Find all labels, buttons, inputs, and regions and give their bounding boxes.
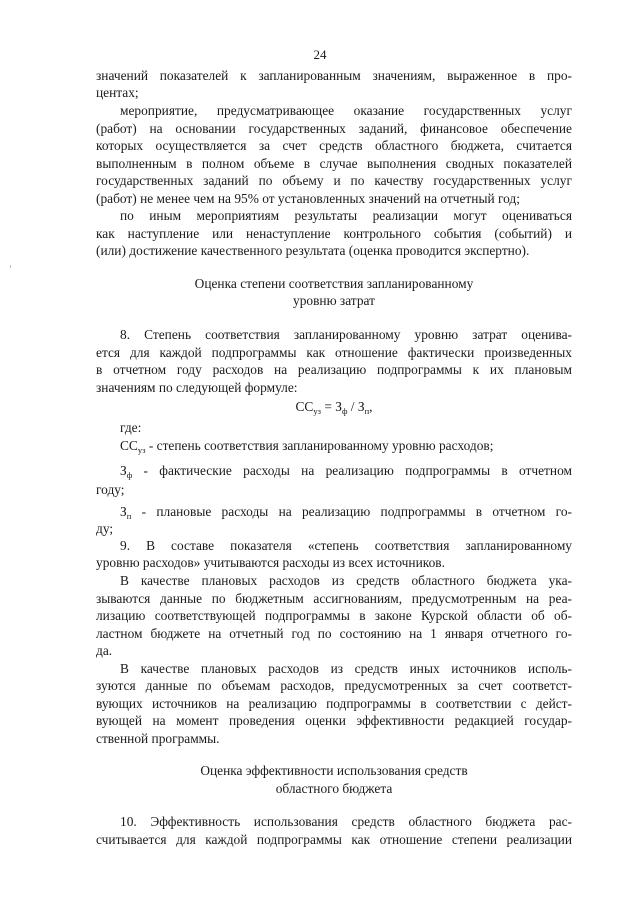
definition-z-actual-symbol: З — [120, 463, 127, 478]
formula-cc-sub: уз — [313, 406, 321, 416]
para9c-line-3: вующих источников на реализацию подпрограммы в соответствии с дейст- — [96, 696, 572, 711]
para9c-line-5: ственной программы. — [96, 731, 220, 746]
definition-z-planned-text: - плановые расходы на реализацию подпрограммы в отчетном го- — [131, 504, 572, 519]
formula-z-planned-sub: п — [364, 406, 370, 416]
page-number: 24 — [313, 47, 327, 62]
definition-z-actual-text: - фактические расходы на реализацию подпрограммы в отчетном — [132, 463, 572, 478]
definition-z-planned-line-2: ду; — [96, 521, 114, 536]
definition-cc — [96, 437, 596, 455]
definition-z-actual-line-2: году; — [96, 482, 125, 497]
formula-equals: = — [320, 399, 336, 414]
para8-line-3: в отчетном году расходов на реализацию подпрограммы к их плановым — [96, 362, 572, 377]
para9c-line-4: вующей на момент проведения оценки эффективности редакцией государ- — [96, 713, 572, 728]
para9b-line-1: В качестве плановых расходов из средств областного бюджета ука- — [120, 573, 572, 588]
definition-cc-text: - степень соответствия запланированному уровню расходов; — [145, 438, 494, 453]
para2-line-5: государственных заданий по объему и по качеству государственных услуг — [96, 173, 572, 188]
formula-cc: СС — [295, 399, 314, 414]
definition-z-actual-sub: ф — [126, 470, 133, 480]
para3-line-3: (или) достижение качественного результата (оценка проводится экспертно). — [96, 243, 530, 258]
para2-line-3: которых осуществляется за счет средств областного бюджета, считается — [96, 138, 572, 153]
para2-line-2: (работ) на основании государственных заданий, финансовое обеспечение — [96, 121, 572, 136]
para1-line-2: центах; — [96, 85, 139, 100]
para9-line-1: 9. В составе показателя «степень соответствия запланированному — [120, 538, 572, 553]
para9b-line-4: ластном бюджете на отчетный год по состоянию на 1 января отчетного го- — [96, 626, 572, 641]
formula-z-actual: З — [335, 399, 342, 414]
para9b-line-2: зываются данные по бюджетным ассигнованиям, предусмотренным на реа- — [96, 591, 572, 606]
heading-2-line-2: областного бюджета — [275, 781, 393, 796]
para3-line-2: как наступление или ненаступление контрольного события (событий) и — [96, 226, 572, 241]
para10-line-2: считывается для каждой подпрограммы как отношение степени реализации — [96, 832, 572, 847]
para2-line-4: выполненным в полном объеме в случае выполнения сводных показателей — [96, 156, 572, 171]
definition-cc-symbol: СС — [120, 438, 138, 453]
formula-slash: / — [347, 399, 358, 414]
formula-end: , — [369, 399, 373, 414]
para2-line-1: мероприятие, предусматривающее оказание государственных услуг — [120, 103, 572, 118]
definition-z-actual — [96, 462, 572, 480]
definition-z-planned — [96, 503, 572, 521]
para9c-line-2: зуются данные по объемам расходов, предусмотренных за счет соответст- — [96, 678, 572, 693]
heading-2-line-1: Оценка эффективности использования средств — [200, 763, 468, 778]
para9b-line-5: да. — [96, 643, 113, 658]
para8-line-4: значениям по следующей формуле: — [96, 380, 298, 395]
formula-z-planned: З — [357, 399, 365, 414]
para9c-line-1: В качестве плановых расходов из средств иных источников исполь- — [120, 661, 572, 676]
para10-line-1: 10. Эффективность использования средств областного бюджета рас- — [120, 814, 572, 829]
para8-line-1: 8. Степень соответствия запланированному уровню затрат оценива- — [120, 327, 572, 342]
definition-cc-sub: уз — [137, 445, 146, 455]
definition-z-planned-symbol: З — [120, 504, 127, 519]
para2-line-6: (работ) не менее чем на 95% от установленных значений на отчетный год; — [96, 191, 520, 206]
heading-1-line-2: уровню затрат — [293, 293, 375, 308]
formula-z-actual-sub: ф — [341, 406, 348, 416]
para9-line-2: уровню расходов» учитываются расходы из всех источников. — [96, 555, 445, 570]
heading-1-line-1: Оценка степени соответствия запланированному — [194, 276, 474, 291]
margin-mark — [10, 265, 11, 268]
para1-line-1: значений показателей к запланированным значениям, выраженное в про- — [96, 68, 572, 83]
formula — [96, 398, 572, 416]
para8-line-2: ется для каждой подпрограммы как отношение фактически произведенных — [96, 345, 572, 360]
para3-line-1: по иным мероприятиям результаты реализации могут оцениваться — [120, 208, 572, 223]
where-label: где: — [120, 420, 142, 435]
para9b-line-3: лизацию соответствующей подпрограммы в законе Курской области об об- — [96, 608, 572, 623]
definition-z-planned-sub: п — [126, 511, 132, 521]
